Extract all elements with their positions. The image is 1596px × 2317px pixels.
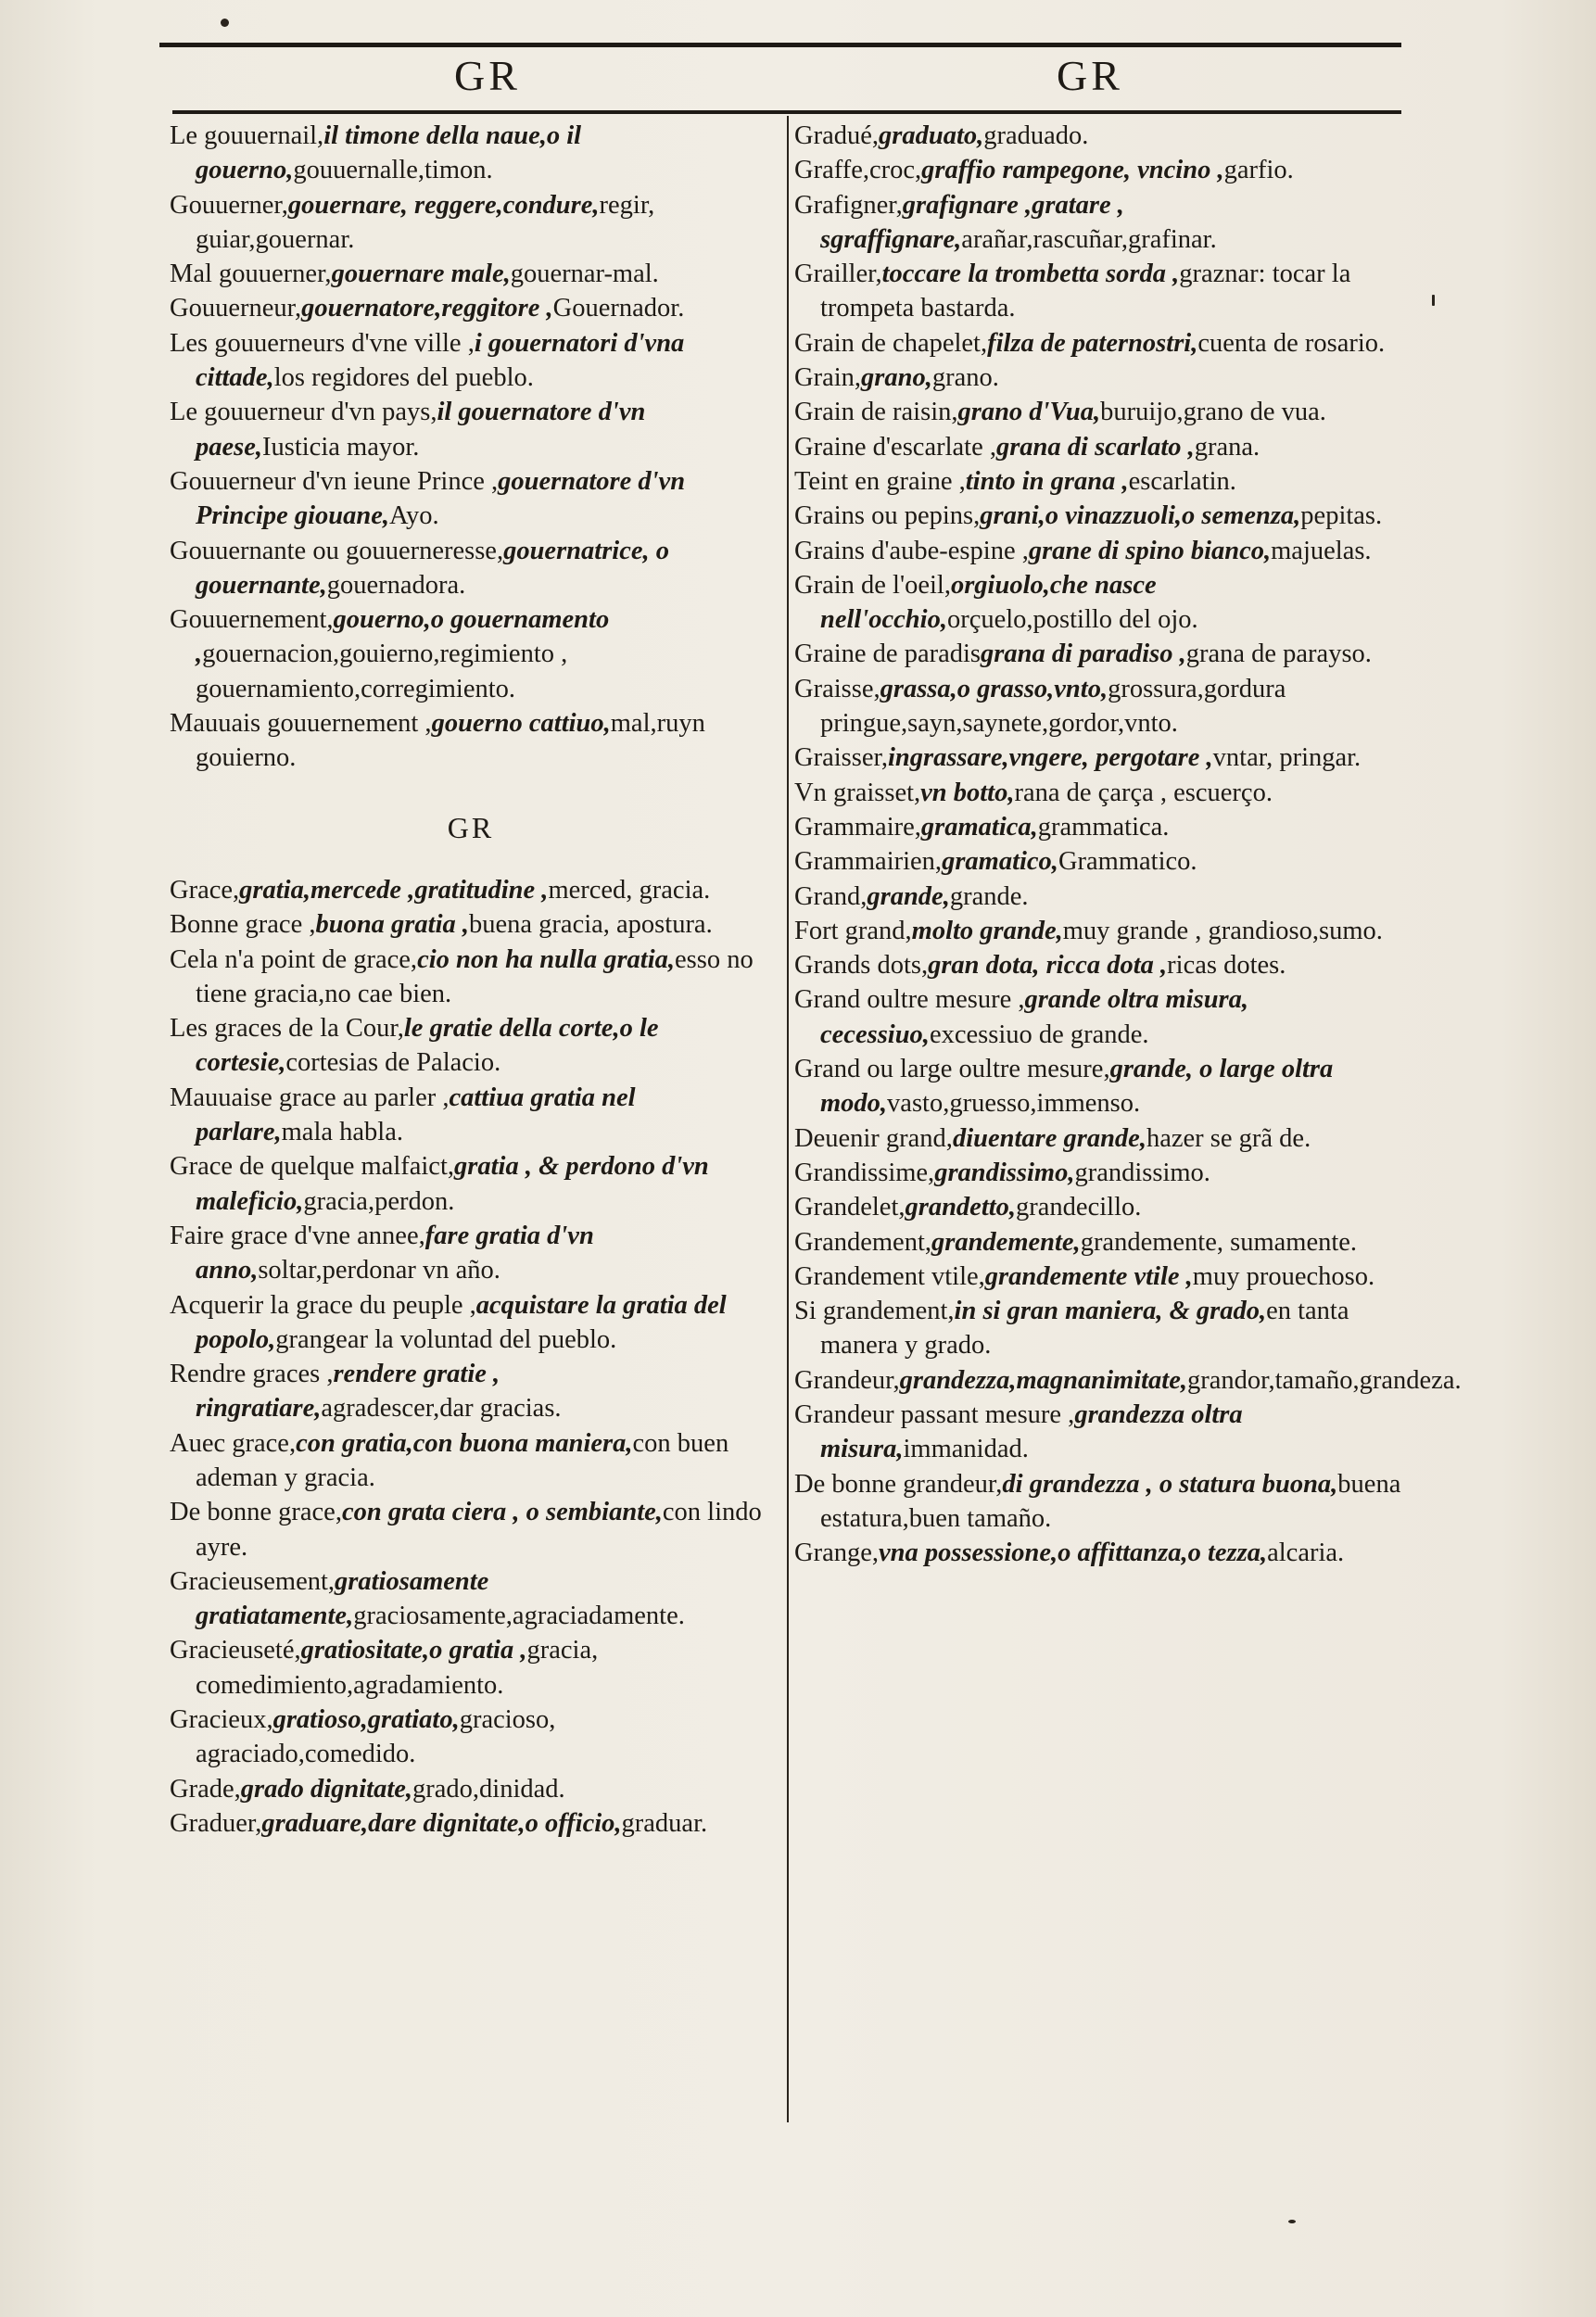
french-headword: Grand ou large oultre mesure, [794,1055,1110,1084]
dictionary-entry [170,1772,772,1806]
dictionary-entry [794,948,1401,982]
running-head-right: GR [1057,52,1123,99]
dictionary-entry [170,1219,772,1288]
dictionary-entry [170,706,772,776]
spanish-translation: gouernacion,gouierno,regimiento , gouernamiento,corregimiento. [196,639,568,703]
italian-translation: grandissimo, [934,1158,1075,1187]
italian-translation: grande, o large oltra modo, [820,1055,1334,1119]
ink-speck [221,19,229,27]
french-headword: Bonne grace , [170,910,316,940]
french-headword: Grace de quelque malfaict, [170,1152,455,1182]
spanish-translation: excessiuo de grande. [929,1019,1149,1049]
french-headword: Gouuerneur d'vn ieune Prince , [170,466,499,496]
dictionary-entry [794,534,1401,568]
italian-translation: grafignare ,gratare , sgraffignare, [820,190,1124,254]
french-headword: Faire grace d'vne annee, [170,1221,425,1250]
spanish-translation: Iusticia mayor. [262,432,420,462]
french-headword: Vn graisset, [794,778,921,807]
spanish-translation: majuelas. [1271,536,1372,565]
italian-translation: gramatico, [942,847,1058,877]
spanish-translation: con lindo ayre. [196,1498,762,1562]
spanish-translation: Grammatico. [1058,847,1197,877]
dictionary-entry [170,534,772,603]
spanish-translation: gracia, comedimiento,agradamiento. [196,1636,599,1700]
spanish-translation: muy prouechoso. [1192,1261,1375,1291]
spanish-translation: escarlatin. [1128,466,1236,496]
french-headword: Gracieusement, [170,1566,336,1596]
dictionary-entry [170,1703,772,1772]
dictionary-entry [170,602,772,706]
spanish-translation: grangear la voluntad del pueblo. [275,1324,617,1354]
french-headword: Grafigner, [794,190,903,220]
dictionary-entry [794,1052,1401,1121]
spanish-translation: orçuelo,postillo del ojo. [946,605,1198,635]
spanish-translation: graduar. [621,1808,708,1838]
dictionary-entry [170,257,772,291]
dictionary-entry [794,1294,1401,1363]
french-headword: Deuenir grand, [794,1123,953,1153]
dictionary-entry [794,1467,1401,1537]
spanish-translation: los regidores del pueblo. [273,363,534,393]
italian-translation: grandemente vtile , [984,1261,1193,1291]
french-headword: Gouuernante ou gouuerneresse, [170,536,504,565]
dictionary-entry [794,188,1401,258]
spanish-translation: arañar,rascuñar,grafinar. [961,224,1217,254]
italian-translation: buona gratia , [315,910,469,940]
spanish-translation: graznar: tocar la trompeta bastarda. [820,260,1351,323]
french-headword: Rendre graces , [170,1360,334,1389]
column-divider [787,116,789,2122]
spanish-translation: grandemente, sumamente. [1080,1227,1358,1257]
italian-translation: gratia,mercede ,gratitudine , [239,875,549,905]
italian-translation: gouernare male, [331,260,511,289]
italian-translation: molto grande, [911,916,1063,945]
dictionary-entry [794,1156,1401,1190]
french-headword: Les gouuerneurs d'vne ville , [170,328,475,358]
french-headword: Graine d'escarlate , [794,432,996,462]
dictionary-entry [794,568,1401,638]
spanish-translation: soltar,perdonar vn año. [258,1256,500,1285]
italian-translation: ingrassare,vngere, pergotare , [887,743,1213,773]
italian-translation: acquistare la gratia del popolo, [196,1290,727,1354]
italian-translation: tinto in grana , [965,466,1129,496]
dictionary-entry [170,395,772,464]
right-column [794,119,1462,1570]
italian-translation: grassa,o grasso,vnto, [880,674,1108,703]
french-headword: Graduer, [170,1808,262,1838]
dictionary-entry [170,1806,772,1841]
french-headword: Grains d'aube-espine , [794,536,1029,565]
french-headword: Graine de paradis [794,639,981,669]
italian-translation: toccare la trombetta sorda , [881,260,1180,289]
spanish-translation: immanidad. [903,1435,1029,1464]
dictionary-entry [794,1363,1462,1398]
french-headword: Grain de raisin, [794,398,958,427]
french-headword: Cela n'a point de grace, [170,944,418,974]
dictionary-entry [794,257,1401,326]
french-headword: Mal gouuerner, [170,260,332,289]
spanish-translation: Gouernador. [552,294,685,323]
french-headword: Grain de chapelet, [794,328,988,358]
french-headword: Gracieux, [170,1705,273,1735]
ink-speck [1432,295,1435,306]
french-headword: Grandeur, [794,1365,900,1395]
french-headword: Gouuerneur, [170,294,302,323]
spanish-translation: grammatica. [1037,812,1170,842]
dictionary-entry [170,873,772,907]
left-column [170,119,772,1841]
italian-translation: grado dignitate, [240,1774,413,1804]
french-headword: De bonne grandeur, [794,1469,1003,1499]
italian-translation: gratiosamente gratiatamente, [196,1566,489,1631]
italian-translation: grande, [867,881,950,911]
dictionary-entry [794,880,1401,914]
french-headword: Grand, [794,881,868,911]
french-headword: Les graces de la Cour, [170,1014,404,1044]
italian-translation: gouernatore,reggitore , [301,294,553,323]
spanish-translation: gouernadora. [326,570,466,600]
spanish-translation: buruijo,grano de vua. [1100,398,1326,427]
dictionary-entry [794,1536,1401,1570]
dictionary-entry [170,1495,772,1564]
italian-translation: gratiositate,o gratia , [300,1636,527,1665]
french-headword: Grandement vtile, [794,1261,985,1291]
dictionary-entry [794,741,1401,775]
spanish-translation: grandor,tamaño,grandeza. [1187,1365,1462,1395]
dictionary-entry [794,395,1401,429]
french-headword: Gouuerner, [170,190,288,220]
spanish-translation: vntar, pringar. [1212,743,1362,773]
italian-translation: gouerno cattiuo, [431,709,611,739]
dictionary-entry [794,1225,1401,1260]
dictionary-entry [794,637,1401,671]
french-headword: Mauuais gouuernement , [170,709,432,739]
running-head-left: GR [454,52,521,99]
dictionary-entry [170,291,772,325]
french-headword: Gradué, [794,121,879,150]
spanish-translation: rana de çarça , escuerço. [1014,778,1273,807]
french-headword: Auec grace, [170,1428,297,1458]
french-headword: Grandeur passant mesure , [794,1399,1075,1429]
spanish-translation: agradescer,dar gracias. [321,1394,562,1424]
french-headword: Teint en graine , [794,466,966,496]
italian-translation: gran dota, ricca dota , [928,951,1168,981]
italian-translation: graduato, [879,121,984,150]
dictionary-entry [794,1121,1401,1156]
top-rule [159,43,1401,47]
spanish-translation: regir, guiar,gouernar. [196,190,655,254]
italian-translation: grandezza,magnanimitate, [899,1365,1187,1395]
spanish-translation: esso no tiene gracia,no cae bien. [196,944,754,1008]
italian-translation: diuentare grande, [952,1123,1146,1153]
italian-translation: il gouernatore d'vn paese, [196,398,646,462]
italian-translation: grandetto, [905,1193,1017,1222]
dictionary-entry [794,982,1401,1052]
spanish-translation: muy grande , grandioso,sumo. [1062,916,1383,945]
french-headword: Graisse, [794,674,880,703]
french-headword: De bonne grace, [170,1498,342,1527]
dictionary-entry [170,1081,772,1150]
spanish-translation: buena estatura,buen tamaño. [820,1469,1401,1533]
spanish-translation: mala habla. [281,1118,403,1147]
spanish-translation: hazer se grã de. [1146,1123,1311,1153]
dictionary-entry [170,464,772,534]
french-headword: Grandelet, [794,1193,906,1222]
spanish-translation: con buen ademan y gracia. [196,1428,729,1492]
french-headword: Gouuernement, [170,605,334,635]
french-headword: Grailler, [794,260,882,289]
dictionary-entry [170,1564,772,1634]
italian-translation: grano d'Vua, [957,398,1101,427]
spanish-translation: grandissimo. [1074,1158,1210,1187]
italian-translation: gratia , & perdono d'vn maleficio, [196,1152,709,1216]
dictionary-entry [170,188,772,258]
italian-translation: con grata ciera , o sembiante, [341,1498,663,1527]
french-headword: Acquerir la grace du peuple , [170,1290,476,1320]
dictionary-entry [170,326,772,396]
dictionary-entry [794,153,1401,187]
italian-translation: di grandezza , o statura buona, [1002,1469,1338,1499]
french-headword: Graffe,croc, [794,156,922,185]
italian-translation: cio non ha nulla gratia, [417,944,676,974]
spanish-translation: grado,dinidad. [412,1774,565,1804]
spanish-translation: grano. [931,363,999,393]
dictionary-entry [170,1288,772,1358]
italian-translation: in si gran maniera, & grado, [954,1297,1267,1326]
french-headword: Gracieuseté, [170,1636,301,1665]
italian-translation: grano, [861,363,932,393]
italian-translation: gouernare, reggere,condure, [287,190,600,220]
french-headword: Grammaire, [794,812,921,842]
spanish-translation: buena gracia, apostura. [469,910,713,940]
spanish-translation: gracia,perdon. [303,1186,455,1216]
italian-translation: graduare,dare dignitate,o officio, [261,1808,622,1838]
french-headword: Grains ou pepins, [794,501,981,531]
italian-translation: cattiua gratia nel parlare, [196,1083,636,1147]
spanish-translation: grana de parayso. [1185,639,1372,669]
section-heading: GR [447,810,495,844]
italian-translation: i gouernatori d'vna cittade, [196,328,685,393]
dictionary-entry [794,464,1401,499]
dictionary-entry [794,430,1401,464]
dictionary-entry [170,1149,772,1219]
french-headword: Grange, [794,1538,879,1568]
dictionary-entry [170,1011,772,1081]
dictionary-entry [794,672,1401,741]
dictionary-entry [794,810,1401,844]
spanish-translation: Ayo. [389,501,439,531]
italian-translation: vna possessione,o affittanza,o tezza, [879,1538,1268,1568]
spanish-translation: pepitas. [1300,501,1383,531]
italian-translation: il timone della naue,o il gouerno, [196,121,582,185]
spanish-translation: garfio. [1223,156,1294,185]
dictionary-entry [794,844,1401,879]
dictionary-entry [794,914,1401,948]
ink-speck [1288,2220,1296,2223]
italian-translation: graffio rampegone, vncino , [921,156,1224,185]
french-headword: Le gouuerneur d'vn pays, [170,398,437,427]
french-headword: Mauuaise grace au parler , [170,1083,450,1112]
french-headword: Grand oultre mesure , [794,985,1025,1015]
spanish-translation: cortesias de Palacio. [285,1048,501,1078]
italian-translation: gramatica, [920,812,1038,842]
french-headword: Grandement, [794,1227,931,1257]
spanish-translation: grossura,gordura pringue,sayn,saynete,gordor,vnto. [820,674,1286,739]
spanish-translation: vasto,gruesso,immenso. [887,1089,1141,1119]
dictionary-entry [794,1398,1401,1467]
italian-translation: con gratia,con buona maniera, [296,1428,633,1458]
italian-translation: grande oltra misura, cecessiuo, [820,985,1249,1049]
dictionary-entry [170,907,772,942]
italian-translation: grana di paradiso , [981,639,1186,669]
dictionary-entry [794,119,1401,153]
italian-translation: vn botto, [920,778,1015,807]
spanish-translation: gracioso, agraciado,comedido. [196,1705,556,1769]
dictionary-entry [794,1260,1401,1294]
spanish-translation: merced, gracia. [548,875,711,905]
italian-translation: gratioso,gratiato, [272,1705,460,1735]
italian-translation: grana di scarlato , [995,432,1195,462]
dictionary-entry [794,326,1401,361]
dictionary-entry [170,119,772,188]
spanish-translation: cuenta de rosario. [1197,328,1386,358]
dictionary-entry [794,499,1401,533]
french-headword: Le gouuernail, [170,121,324,150]
spanish-translation: grande. [949,881,1029,911]
dictionary-entry [170,1426,772,1496]
italian-translation: fare gratia d'vn anno, [196,1221,594,1285]
dictionary-entry [794,1190,1401,1224]
french-headword: Grain, [794,363,862,393]
italian-translation: grane di spino bianco, [1028,536,1272,565]
italian-translation: orgiuolo,che nasce nell'occhio, [820,570,1157,635]
dictionary-entry [794,776,1401,810]
french-headword: Grade, [170,1774,241,1804]
french-headword: Grandissime, [794,1158,935,1187]
spanish-translation: grandecillo. [1016,1193,1142,1222]
spanish-translation: alcaria. [1267,1538,1345,1568]
italian-translation: gouernatore d'vn Principe giouane, [196,466,686,531]
spanish-translation: mal,ruyn gouierno. [196,709,705,773]
spanish-translation: grana. [1194,432,1260,462]
italian-translation: grani,o vinazzuoli,o semenza, [980,501,1301,531]
italian-translation: le gratie della corte,o le cortesie, [196,1014,659,1078]
dictionary-entry [170,943,772,1012]
french-headword: Graisser, [794,743,888,773]
spanish-translation: gouuernalle,timon. [293,156,493,185]
header-underline [172,110,1401,114]
italian-translation: gouerno,o gouernamento , [196,605,610,669]
italian-translation: rendere gratie , ringratiare, [196,1360,500,1424]
spanish-translation: graduado. [983,121,1089,150]
spanish-translation: gouernar-mal. [510,260,659,289]
spanish-translation: graciosamente,agraciadamente. [353,1602,685,1631]
spanish-translation: ricas dotes. [1167,951,1286,981]
italian-translation: grandezza oltra misura, [820,1399,1243,1464]
spanish-translation: en tanta manera y grado. [820,1297,1349,1361]
dictionary-entry [170,1357,772,1426]
italian-translation: filza de paternostri, [987,328,1198,358]
french-headword: Si grandement, [794,1297,955,1326]
french-headword: Fort grand, [794,916,912,945]
french-headword: Grain de l'oeil, [794,570,951,600]
french-headword: Grammairien, [794,847,943,877]
french-headword: Grace, [170,875,240,905]
french-headword: Grands dots, [794,951,929,981]
italian-translation: grandemente, [931,1227,1081,1257]
italian-translation: gouernatrice, o gouernante, [196,536,669,600]
dictionary-entry [794,361,1401,395]
dictionary-entry [170,1633,772,1703]
